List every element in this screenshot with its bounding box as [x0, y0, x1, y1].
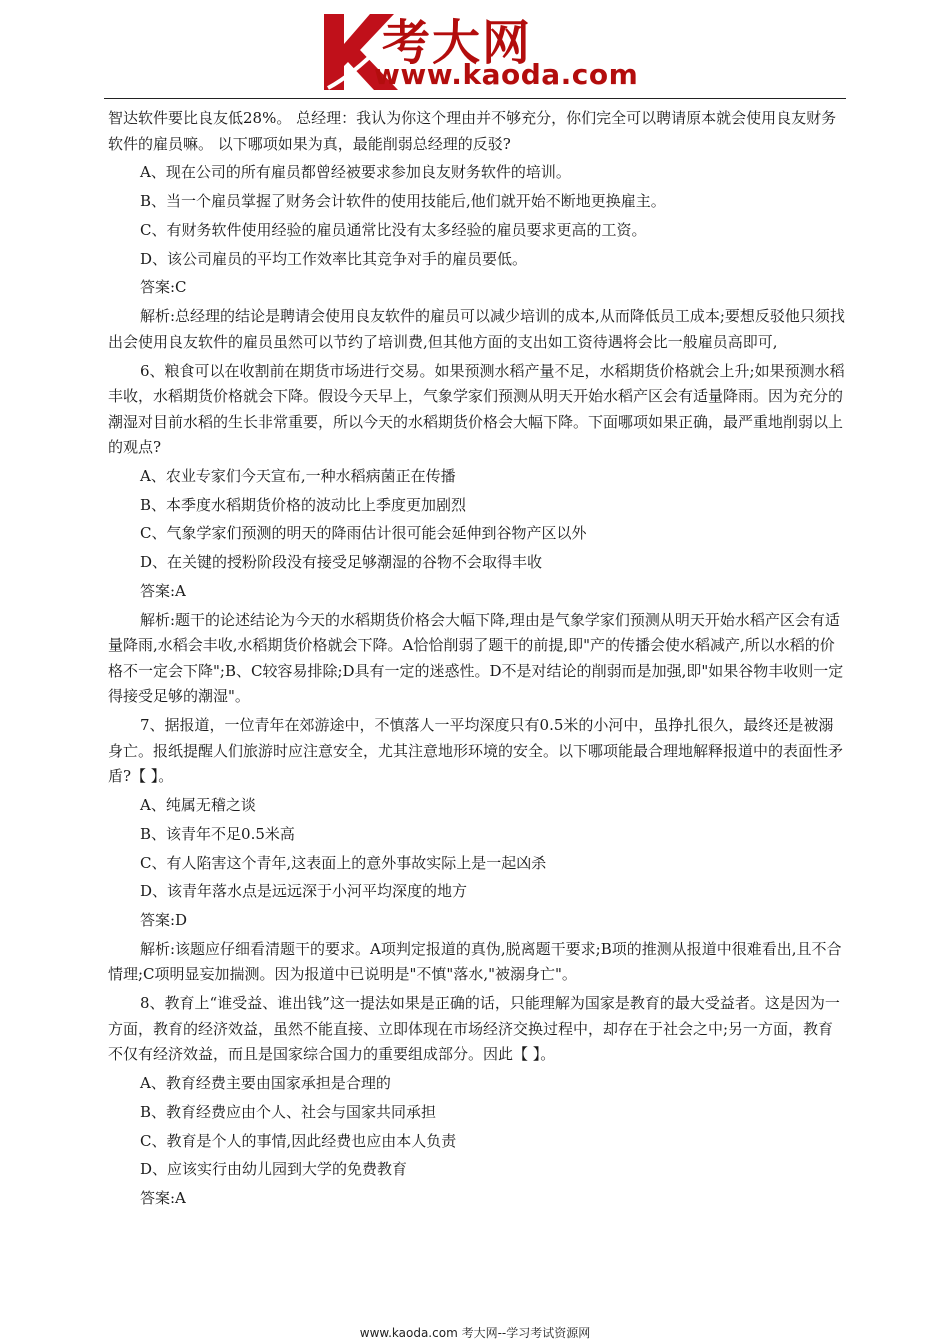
page-footer: www.kaoda.com 考大网--学习考试资源网: [359, 1326, 591, 1340]
text-paragraph: B、本季度水稻期货价格的波动比上季度更加剧烈: [140, 495, 467, 514]
text-paragraph: 答案:A: [140, 1189, 186, 1208]
text-paragraph: D、应该实行由幼儿园到大学的免费教育: [140, 1160, 408, 1179]
text-paragraph: 8、教育上“谁受益、谁出钱”这一提法如果是正确的话，只能理解为国家是教育的最大受益者。这是因为一方面，教育的经济效益，虽然不能直接、立即体现在市场经济交换过程中，却存在于社会之中;另一方面，教育不仅有经济效益，而且是国家综合国力的重要组成部分。因此【 】。: [108, 994, 840, 1064]
text-paragraph: D、在关键的授粉阶段没有接受足够潮湿的谷物不会取得丰收: [140, 553, 543, 572]
text-paragraph: B、该青年不足0.5米高: [140, 824, 295, 843]
text-paragraph: 解析:总经理的结论是聘请会使用良友软件的雇员可以减少培训的成本,从而降低员工成本;要想反驳他只须找出会使用良友软件的雇员虽然可以节约了培训费,但其他方面的支出如工资待遇将会比一般雇员高即可,: [108, 307, 845, 351]
text-paragraph: 答案:A: [140, 582, 186, 601]
text-paragraph: C、有财务软件使用经验的雇员通常比没有太多经验的雇员要求更高的工资。: [140, 220, 647, 239]
text-paragraph: A、纯属无稽之谈: [140, 795, 256, 814]
text-paragraph: D、该青年落水点是远远深于小河平均深度的地方: [140, 882, 468, 901]
text-paragraph: C、气象学家们预测的明天的降雨估计很可能会延伸到谷物产区以外: [140, 524, 587, 543]
text-paragraph: 答案:D: [140, 911, 188, 930]
text-paragraph: 解析:该题应仔细看清题干的要求。A项判定报道的真伪,脱离题干要求;B项的推测从报道中很难看出,且不合情理;C项明显妄加揣测。因为报道中已说明是"不慎"落水,"被溺身亡"。: [108, 939, 842, 984]
text-paragraph: C、有人陷害这个青年,这表面上的意外事故实际上是一起凶杀: [140, 853, 547, 872]
text-paragraph: 7、据报道，一位青年在郊游途中，不慎落人一平均深度只有0.5米的小河中，虽挣扎很久，最终还是被溺身亡。报纸提醒人们旅游时应注意安全，尤其注意地形环境的安全。以下哪项能最合理地解释报道中的表面性矛盾?【 】。: [108, 716, 844, 786]
text-paragraph: A、教育经费主要由国家承担是合理的: [140, 1074, 391, 1093]
text-paragraph: C、教育是个人的事情,因此经费也应由本人负责: [140, 1131, 457, 1150]
logo-title: 考大网: [382, 15, 533, 71]
text-paragraph: 6、粮食可以在收割前在期货市场进行交易。如果预测水稻产量不足，水稻期货价格就会上升;如果预测水稻丰收，水稻期货价格就会下降。假设今天早上，气象学家们预测从明天开始水稻产区会有适量降雨。因为充分的潮湿对目前水稻的生长非常重要，所以今天的水稻期货价格会大幅下降。下面哪项如果正确，最严重地削弱以上的观点?: [108, 361, 845, 457]
document-body: [108, 106, 846, 1215]
site-logo[interactable]: [318, 6, 643, 98]
text-paragraph: D、该公司雇员的平均工作效率比其竞争对手的雇员要低。: [140, 249, 528, 268]
text-paragraph: 答案:C: [140, 278, 187, 297]
logo-url: www.kaoda.com: [374, 58, 639, 91]
header-divider: [104, 98, 846, 99]
text-paragraph: B、当一个雇员掌握了财务会计软件的使用技能后,他们就开始不断地更换雇主。: [140, 192, 666, 211]
text-paragraph: B、教育经费应由个人、社会与国家共同承担: [140, 1102, 437, 1121]
text-paragraph: A、现在公司的所有雇员都曾经被要求参加良友财务软件的培训。: [140, 163, 571, 182]
text-paragraph: 智达软件要比良友低28%。 总经理：我认为你这个理由并不够充分，你们完全可以聘请原本就会使用良友财务软件的雇员嘛。 以下哪项如果为真，最能削弱总经理的反驳?: [108, 109, 837, 153]
text-paragraph: 解析:题干的论述结论为今天的水稻期货价格会大幅下降,理由是气象学家们预测从明天开始水稻产区会有适量降雨,水稻会丰收,水稻期货价格就会下降。A恰恰削弱了题干的前提,即"产的传播会使水稻减产,所以水稻的价格不一定会下降";B、C较容易排除;D具有一定的迷惑性。D不是对结论的削弱而是加强,即"如果谷物丰收则一定得接受足够的潮湿"。: [108, 610, 844, 706]
text-paragraph: A、农业专家们今天宣布,一种水稻病菌正在传播: [140, 466, 456, 485]
